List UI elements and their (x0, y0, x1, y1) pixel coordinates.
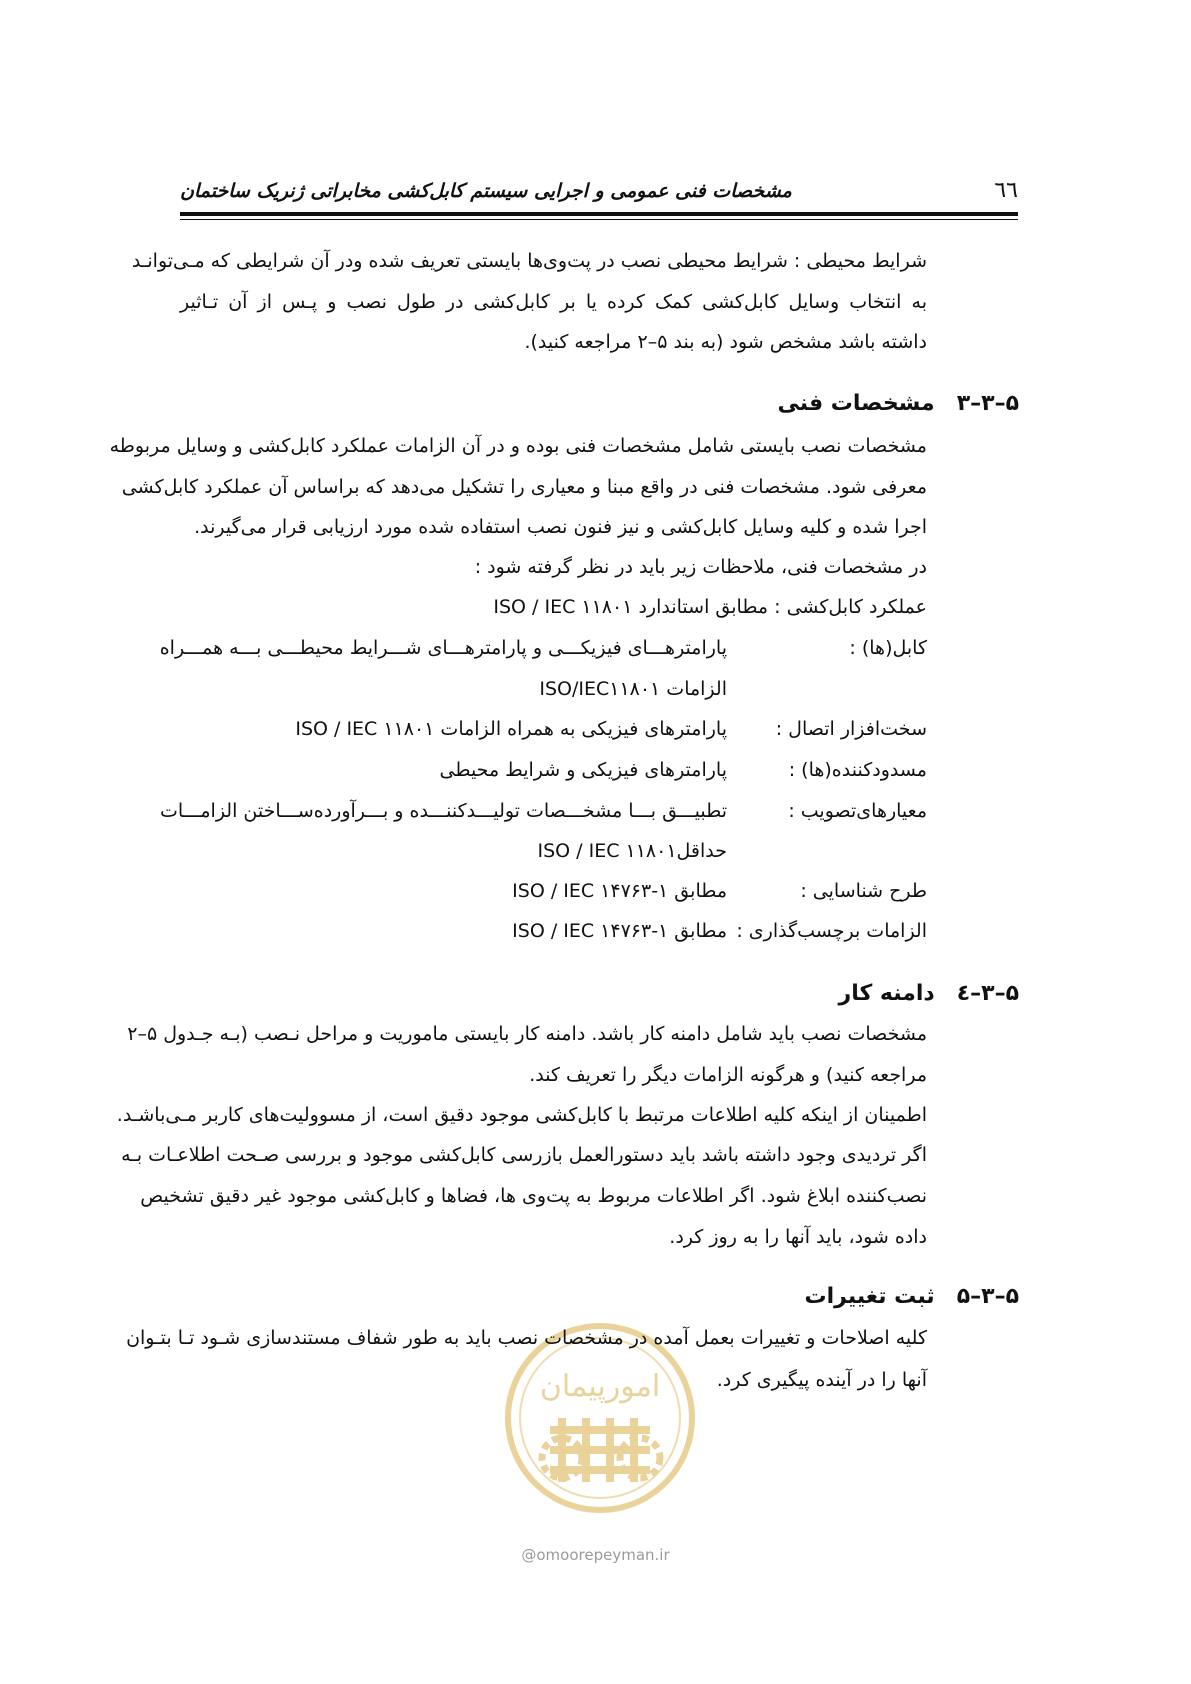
paragraph-line: اطمینان از اینکه کلیه اطلاعات مرتبط با کابل‌کشی موجود دقیق است، از مسوولیت‌های کاربر مـی‌باشـد. (116, 1104, 927, 1126)
intro-line-2: به انتخاب وسایل کابل‌کشی کمک کرده یا بر کابل‌کشی در طول نصب و پـس از آن تـاثیر (180, 291, 927, 313)
intro-line-3: داشته باشد مشخص شود (به بند ۵–۲ مراجعه کنید). (524, 331, 927, 353)
at-icon: @ (521, 1546, 537, 1564)
spec-label-labeling-requirements: الزامات برچسب‌گذاری : (736, 920, 927, 942)
section-heading-scope-of-work (839, 983, 1019, 1005)
section-number: ۵–۳–۳ (956, 391, 1019, 416)
watermark-logo-text: امورپیمان (539, 1369, 661, 1404)
header-rule-thin (180, 219, 1018, 220)
watermark-website: @omoorepeyman.ir (521, 1546, 670, 1564)
spec-label-cables: کابل(ها) : (849, 637, 927, 659)
spec-label-identification-scheme: طرح شناسایی : (800, 880, 927, 902)
spec-value-connecting-hardware: پارامترهای فیزیکی به همراه الزامات ISO / IEC ۱۱۸۰۱ (295, 718, 727, 740)
spec-value-identification-scheme: مطابق ISO / IEC ۱۴۷۶۳-۱ (512, 880, 727, 902)
intro-line-1: شرایط محیطی : شرایط محیطی نصب در پت‌وی‌ها بایستی تعریف شده ودر آن شرایطی که مـی‌توانـد (131, 250, 927, 272)
spec-value-approval-criteria-cont: حداقلISO / IEC ۱۱۸۰۱ (537, 840, 727, 862)
paragraph-line: داده شود، باید آنها را به روز کرد. (669, 1226, 927, 1248)
paragraph-line: مراجعه کنید) و هرگونه الزامات دیگر را تعریف کند. (529, 1064, 927, 1086)
paragraph-line: مشخصات نصب باید شامل دامنه کار باشد. دامنه کار بایستی ماموریت و مراحل نـصب (بـه جـدول ۵–۲ (127, 1023, 927, 1045)
paragraph-line: معرفی شود. مشخصات فنی در واقع مبنا و معیاری را تشکیل می‌دهد که براساس آن عملکرد کابل‌کشی (121, 476, 927, 498)
page-header (180, 176, 1018, 210)
section-title: ثبت تغییرات (804, 1284, 935, 1309)
section-heading-record-changes (805, 1286, 1019, 1308)
running-title: مشخصات فنی عمومی و اجرایی سیستم کابل‌کشی مخابراتی ژنریک ساختمان (180, 180, 792, 202)
section-heading-technical-specs (777, 393, 1019, 415)
spec-label-approval-criteria: معیارهای‌تصویب : (788, 800, 927, 822)
paragraph-line: اگر تردیدی وجود داشته باشد باید دستورالعمل بازرسی کابل‌کشی موجود و بررسی صـحت اطلاعـات بـه (121, 1144, 927, 1166)
paragraph-line: اجرا شده و کلیه وسایل کابل‌کشی و نیز فنون نصب استفاده شده مورد ارزیابی قرار می‌گیرند. (194, 516, 927, 538)
section-number: ۵–۳–۵ (956, 1284, 1019, 1309)
spec-value-labeling-requirements: مطابق ISO / IEC ۱۴۷۶۳-۱ (512, 920, 727, 942)
section-title: مشخصات فنی (777, 391, 935, 416)
spec-value-cables-cont: الزامات ISO/IEC۱۱۸۰۱ (539, 678, 727, 700)
spec-value-cables: پارامترهـــای فیزیکـــی و پارامترهـــای شـــرایط محیطـــی بـــه همـــراه (159, 637, 727, 659)
section-title: دامنه کار (838, 981, 935, 1006)
paragraph-line: عملکرد کابل‌کشی : مطابق استاندارد ISO / IEC ۱۱۸۰۱ (493, 596, 927, 618)
spec-label-blockers: مسدودکننده(ها) : (788, 759, 927, 781)
spec-label-connecting-hardware: سخت‌افزار اتصال : (775, 718, 927, 740)
page-number: ٦٦ (994, 178, 1018, 203)
section-number: ۵–۳–٤ (956, 981, 1019, 1006)
paragraph-line: کلیه اصلاحات و تغییرات بعمل آمده در مشخصات نصب باید به طور شفاف مستندسازی شـود تـا بتـوان (126, 1327, 927, 1349)
spec-value-blockers: پارامترهای فیزیکی و شرایط محیطی (439, 759, 727, 781)
paragraph-line: مشخصات نصب بایستی شامل مشخصات فنی بوده و در آن الزامات عملکرد کابل‌کشی و وسایل مربوطه (109, 435, 927, 457)
paragraph-line: در مشخصات فنی، ملاحظات زیر باید در نظر گرفته شود : (474, 556, 927, 578)
paragraph-line: نصب‌کننده ابلاغ شود. اگر اطلاعات مربوط به پت‌وی ها، فضاها و کابل‌کشی موجود غیر دقیق تشخیص (140, 1185, 927, 1207)
spec-value-approval-criteria: تطبیـــق بـــا مشخـــصات تولیـــدکننـــده و بـــرآورده‌ســـاختن الزامـــات (159, 800, 727, 822)
header-rule-thick (180, 212, 1018, 216)
paragraph-line: آنها را در آینده پیگیری کرد. (716, 1369, 927, 1391)
